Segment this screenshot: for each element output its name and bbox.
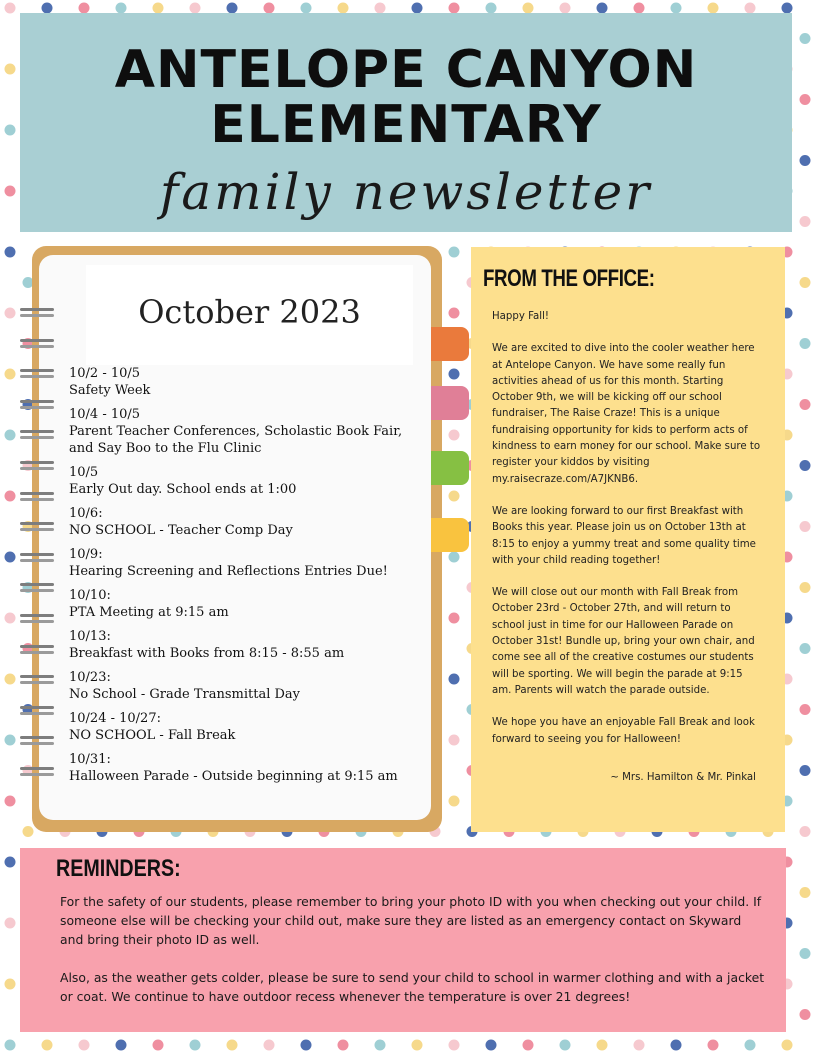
polka-dot bbox=[5, 308, 16, 319]
event-description: Safety Week bbox=[69, 383, 151, 398]
office-heading: FROM THE OFFICE: bbox=[483, 265, 655, 292]
polka-dot bbox=[800, 338, 811, 349]
polka-dot bbox=[5, 491, 16, 502]
reminders-section bbox=[20, 848, 786, 1032]
polka-dot bbox=[42, 1040, 53, 1051]
event-date: 10/10: bbox=[69, 588, 111, 603]
event-description: Early Out day. School ends at 1:00 bbox=[69, 482, 297, 497]
polka-dot bbox=[23, 826, 34, 837]
event-description: NO SCHOOL - Teacher Comp Day bbox=[69, 523, 293, 538]
polka-dot bbox=[42, 3, 53, 14]
newsletter-subtitle: family newsletter bbox=[159, 163, 653, 221]
polka-dot bbox=[5, 430, 16, 441]
polka-dot bbox=[800, 582, 811, 593]
office-paragraph: We will close out our month with Fall Break from October 23rd - October 27th, and will return to school just in time for our Halloween Parade on October 31st! Bundle up, bring your own chair, and come see all of the creative costumes our students will be sporting. We will begin the parade at 9:15 am. Parents will watch the parade outside. bbox=[492, 587, 755, 696]
office-paragraph: We are excited to dive into the cooler weather here at Antelope Canyon. We have some really fun activities ahead of us for this month. Starting October 9th, we will be kicking off our school fundraiser, The Raise Craze! This is a unique fundraising opportunity for kids to perform acts of kindness to earn money for our school. Make sure to register your kiddos by visiting my.raisecraze.com/A7JKNB6. bbox=[492, 343, 761, 485]
office-paragraph: We hope you have an enjoyable Fall Break and look forward to seeing you for Halloween! bbox=[492, 717, 755, 745]
polka-dot bbox=[800, 216, 811, 227]
office-greeting: Happy Fall! bbox=[492, 311, 550, 322]
calendar-event bbox=[69, 546, 419, 580]
polka-dot bbox=[486, 3, 497, 14]
event-description: Breakfast with Books from 8:15 - 8:55 am bbox=[69, 646, 345, 661]
office-paragraph: We are looking forward to our first Breakfast with Books this year. Please join us on October 13th at 8:15 to enjoy a yummy treat and some quality time with your child reading together! bbox=[492, 505, 756, 566]
polka-dot bbox=[782, 3, 793, 14]
newsletter-header bbox=[20, 13, 792, 232]
school-name-title: ANTELOPE CANYON ELEMENTARY bbox=[114, 40, 698, 155]
calendar-event bbox=[69, 751, 419, 785]
polka-dot bbox=[5, 1040, 16, 1051]
notebook-spiral bbox=[20, 300, 60, 780]
polka-dot bbox=[634, 1040, 645, 1051]
from-the-office-section bbox=[471, 247, 785, 832]
polka-dot bbox=[560, 3, 571, 14]
polka-dot bbox=[449, 674, 460, 685]
event-date: 10/2 - 10/5 bbox=[69, 366, 141, 381]
calendar-event bbox=[69, 587, 419, 621]
polka-dot bbox=[449, 552, 460, 563]
polka-dot bbox=[5, 857, 16, 868]
event-date: 10/24 - 10/27: bbox=[69, 711, 161, 726]
polka-dot bbox=[745, 3, 756, 14]
polka-dot bbox=[5, 3, 16, 14]
calendar-month: October 2023 bbox=[138, 293, 361, 331]
polka-dot bbox=[800, 643, 811, 654]
polka-dot bbox=[560, 1040, 571, 1051]
reminder-paragraph: For the safety of our students, please remember to bring your photo ID with you when checking out your child. If someone else will be checking your child out, make sure they are listed as an emergency contact on Skyward and bring their photo ID as well. bbox=[60, 894, 762, 947]
spiral-ring bbox=[20, 430, 56, 438]
polka-dot bbox=[671, 3, 682, 14]
polka-dot bbox=[745, 1040, 756, 1051]
event-description: Parent Teacher Conferences, Scholastic Book Fair, and Say Boo to the Flu Clinic bbox=[69, 424, 403, 456]
polka-dot bbox=[116, 1040, 127, 1051]
event-description: Halloween Parade - Outside beginning at 9:15 am bbox=[69, 769, 398, 784]
notebook-tab-orange bbox=[431, 327, 469, 361]
polka-dot bbox=[800, 1009, 811, 1020]
polka-dot bbox=[523, 3, 534, 14]
polka-dot bbox=[800, 887, 811, 898]
polka-dot bbox=[449, 3, 460, 14]
polka-dot bbox=[800, 94, 811, 105]
polka-dot bbox=[449, 1040, 460, 1051]
reminder-paragraph: Also, as the weather gets colder, please be sure to send your child to school in warmer clothing and with a jacket or coat. We continue to have outdoor recess whenever the temperature is over 21 degrees! bbox=[60, 970, 765, 1004]
spiral-ring bbox=[20, 461, 56, 469]
polka-dot bbox=[800, 765, 811, 776]
polka-dot bbox=[190, 3, 201, 14]
calendar-event bbox=[69, 710, 419, 744]
polka-dot bbox=[375, 1040, 386, 1051]
polka-dot bbox=[338, 1040, 349, 1051]
polka-dot bbox=[800, 277, 811, 288]
polka-dot bbox=[449, 613, 460, 624]
office-signature: ~ Mrs. Hamilton & Mr. Pinkal bbox=[610, 772, 756, 783]
polka-dot bbox=[5, 369, 16, 380]
polka-dot bbox=[523, 1040, 534, 1051]
polka-dot bbox=[5, 918, 16, 929]
polka-dot bbox=[800, 155, 811, 166]
spiral-ring bbox=[20, 645, 56, 653]
polka-dot bbox=[449, 247, 460, 258]
event-description: PTA Meeting at 9:15 am bbox=[69, 605, 229, 620]
spiral-ring bbox=[20, 583, 56, 591]
spiral-ring bbox=[20, 369, 56, 377]
notebook-paper bbox=[39, 255, 431, 820]
polka-dot bbox=[412, 1040, 423, 1051]
polka-dot bbox=[301, 1040, 312, 1051]
polka-dot bbox=[800, 948, 811, 959]
event-list bbox=[69, 365, 419, 792]
polka-dot bbox=[5, 674, 16, 685]
polka-dot bbox=[800, 704, 811, 715]
polka-dot bbox=[449, 796, 460, 807]
polka-dot bbox=[671, 1040, 682, 1051]
spiral-ring bbox=[20, 736, 56, 744]
polka-dot bbox=[800, 826, 811, 837]
polka-dot bbox=[79, 3, 90, 14]
polka-dot bbox=[597, 1040, 608, 1051]
polka-dot bbox=[116, 3, 127, 14]
calendar-event bbox=[69, 464, 419, 498]
spiral-ring bbox=[20, 767, 56, 775]
event-description: Hearing Screening and Reflections Entries Due! bbox=[69, 564, 388, 579]
reminders-body bbox=[60, 892, 765, 1025]
spiral-ring bbox=[20, 339, 56, 347]
event-date: 10/31: bbox=[69, 752, 111, 767]
polka-dot bbox=[264, 1040, 275, 1051]
polka-dot bbox=[5, 64, 16, 75]
polka-dot bbox=[264, 3, 275, 14]
event-description: No School - Grade Transmittal Day bbox=[69, 687, 301, 702]
spiral-ring bbox=[20, 706, 56, 714]
month-label-box bbox=[86, 265, 413, 365]
calendar-event bbox=[69, 669, 419, 703]
notebook-tab-green bbox=[431, 451, 469, 485]
spiral-ring bbox=[20, 553, 56, 561]
polka-dot bbox=[800, 521, 811, 532]
polka-dot bbox=[634, 3, 645, 14]
office-letter bbox=[492, 309, 764, 764]
calendar-event bbox=[69, 365, 419, 399]
event-date: 10/13: bbox=[69, 629, 111, 644]
event-date: 10/4 - 10/5 bbox=[69, 407, 141, 422]
polka-dot bbox=[5, 186, 16, 197]
event-description: NO SCHOOL - Fall Break bbox=[69, 728, 236, 743]
spiral-ring bbox=[20, 308, 56, 316]
polka-dot bbox=[5, 552, 16, 563]
calendar-event bbox=[69, 628, 419, 662]
polka-dot bbox=[153, 1040, 164, 1051]
polka-dot bbox=[5, 796, 16, 807]
polka-dot bbox=[800, 460, 811, 471]
polka-dot bbox=[782, 1040, 793, 1051]
notebook-tab-pink bbox=[431, 386, 469, 420]
polka-dot bbox=[5, 735, 16, 746]
notebook-tab-yellow bbox=[431, 518, 469, 552]
event-date: 10/9: bbox=[69, 547, 103, 562]
polka-dot bbox=[449, 430, 460, 441]
polka-dot bbox=[5, 125, 16, 136]
polka-dot bbox=[486, 1040, 497, 1051]
polka-dot bbox=[227, 1040, 238, 1051]
polka-dot bbox=[449, 491, 460, 502]
event-date: 10/5 bbox=[69, 465, 99, 480]
polka-dot bbox=[449, 735, 460, 746]
polka-dot bbox=[190, 1040, 201, 1051]
polka-dot bbox=[79, 1040, 90, 1051]
polka-dot bbox=[449, 308, 460, 319]
polka-dot bbox=[5, 613, 16, 624]
polka-dot bbox=[597, 3, 608, 14]
spiral-ring bbox=[20, 492, 56, 500]
event-date: 10/23: bbox=[69, 670, 111, 685]
polka-dot bbox=[449, 369, 460, 380]
polka-dot bbox=[412, 3, 423, 14]
reminders-heading: REMINDERS: bbox=[56, 855, 181, 882]
polka-dot bbox=[708, 3, 719, 14]
spiral-ring bbox=[20, 522, 56, 530]
polka-dot bbox=[5, 979, 16, 990]
spiral-ring bbox=[20, 675, 56, 683]
polka-dot bbox=[338, 3, 349, 14]
event-date: 10/6: bbox=[69, 506, 103, 521]
calendar-event bbox=[69, 406, 419, 457]
spiral-ring bbox=[20, 614, 56, 622]
polka-dot bbox=[800, 399, 811, 410]
polka-dot bbox=[153, 3, 164, 14]
polka-dot bbox=[375, 3, 386, 14]
spiral-ring bbox=[20, 400, 56, 408]
calendar-event bbox=[69, 505, 419, 539]
polka-dot bbox=[227, 3, 238, 14]
polka-dot bbox=[5, 247, 16, 258]
polka-dot bbox=[708, 1040, 719, 1051]
calendar-notebook bbox=[32, 246, 442, 832]
polka-dot bbox=[301, 3, 312, 14]
polka-dot bbox=[800, 33, 811, 44]
